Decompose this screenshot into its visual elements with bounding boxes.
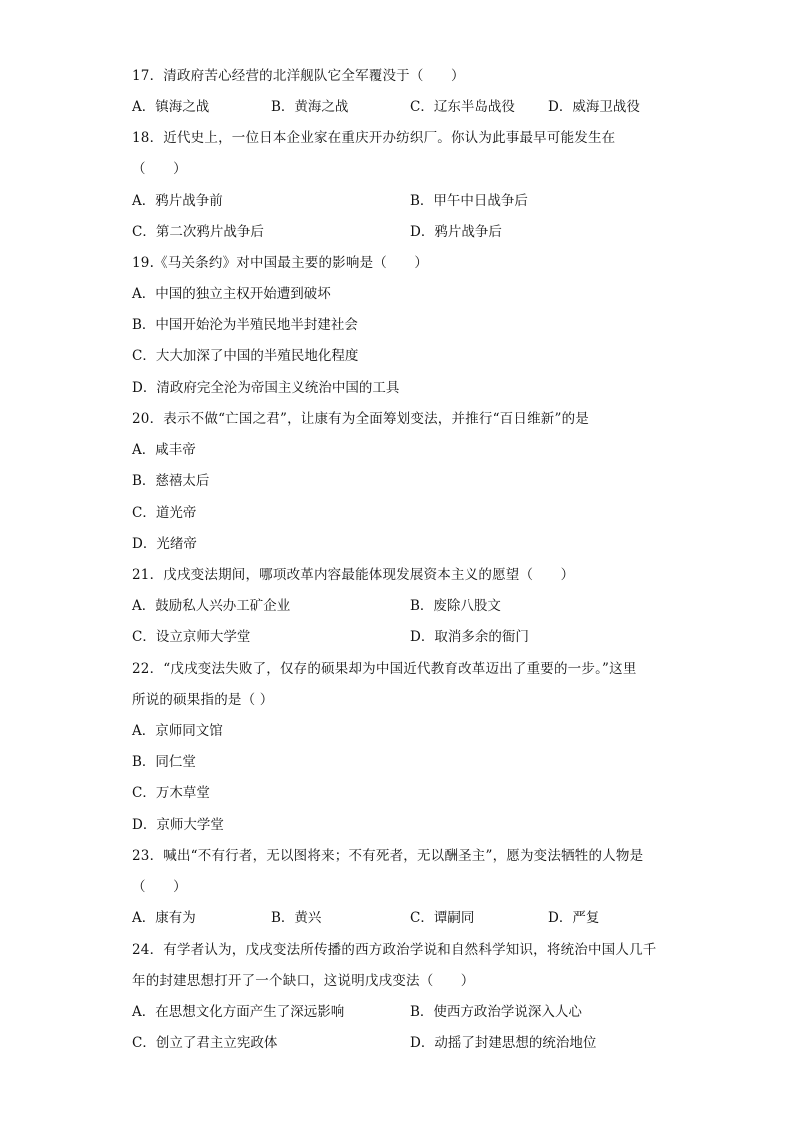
question-17-option-b: B．黄海之战 <box>271 99 349 115</box>
question-19-option-b: B．中国开始沦为半殖民地半封建社会 <box>132 317 358 333</box>
question-23-stem-cont: （ ） <box>132 879 187 895</box>
question-21-stem: 21．戊戌变法期间，哪项改革内容最能体现发展资本主义的愿望（ ） <box>132 567 575 583</box>
question-19-option-c: C．大大加深了中国的半殖民地化程度 <box>132 348 359 364</box>
question-24-option-a: A．在思想文化方面产生了深远影响 <box>132 1004 345 1020</box>
question-20-option-d: D．光绪帝 <box>132 536 197 552</box>
question-19-option-d: D．清政府完全沦为帝国主义统治中国的工具 <box>132 380 400 396</box>
question-24-option-c: C．创立了君主立宪政体 <box>132 1035 278 1051</box>
question-22-option-d: D．京师大学堂 <box>132 817 224 833</box>
question-19-option-a: A．中国的独立主权开始遭到破坏 <box>132 286 331 302</box>
question-23-stem: 23．喊出“不有行者，无以图将来；不有死者，无以酬圣主”，愿为变法牺牲的人物是 <box>132 848 644 864</box>
question-18-stem: 18．近代史上，一位日本企业家在重庆开办纺织厂。你认为此事最早可能发生在 <box>132 130 616 146</box>
question-18-stem-cont: （ ） <box>132 161 187 177</box>
question-22-option-c: C．万木草堂 <box>132 785 210 801</box>
question-18-option-c: C．第二次鸦片战争后 <box>132 224 264 240</box>
question-22-option-a: A．京师同文馆 <box>132 723 223 739</box>
question-24-option-b: B．使西方政治学说深入人心 <box>410 1004 582 1020</box>
question-22-stem: 22．“戊戌变法失败了，仅存的硕果却为中国近代教育改革迈出了重要的一步。”这里 <box>132 661 637 677</box>
question-21-option-c: C．设立京师大学堂 <box>132 629 251 645</box>
question-23-option-b: B．黄兴 <box>271 910 322 926</box>
question-23-option-d: D．严复 <box>548 910 600 926</box>
question-18-option-d: D．鸦片战争后 <box>410 224 502 240</box>
question-24-option-d: D．动摇了封建思想的统治地位 <box>410 1035 597 1051</box>
question-20-option-a: A．咸丰帝 <box>132 442 196 458</box>
question-20-stem: 20．表示不做“亡国之君”，让康有为全面筹划变法，并推行“百日维新”的是 <box>132 411 589 427</box>
question-17-option-a: A．镇海之战 <box>132 99 210 115</box>
question-17-stem: 17．清政府苦心经营的北洋舰队它全军覆没于（ ） <box>132 68 465 84</box>
question-21-option-b: B．废除八股文 <box>410 598 501 614</box>
question-18-option-b: B．甲午中日战争后 <box>410 193 528 209</box>
question-20-option-b: B．慈禧太后 <box>132 473 210 489</box>
question-18-option-a: A．鸦片战争前 <box>132 193 223 209</box>
question-23-option-c: C．谭嗣同 <box>410 910 475 926</box>
question-23-option-a: A．康有为 <box>132 910 196 926</box>
question-17-option-d: D．威海卫战役 <box>548 99 640 115</box>
question-24-stem-cont: 年的封建思想打开了一个缺口，这说明戊戌变法（ ） <box>132 973 475 989</box>
question-17-option-c: C．辽东半岛战役 <box>410 99 515 115</box>
question-21-option-a: A．鼓励私人兴办工矿企业 <box>132 598 291 614</box>
question-24-stem: 24．有学者认为，戊戌变法所传播的西方政治学说和自然科学知识，将统治中国人几千 <box>132 942 657 958</box>
question-22-option-b: B．同仁堂 <box>132 754 196 770</box>
question-20-option-c: C．道光帝 <box>132 505 197 521</box>
question-22-stem-cont: 所说的硕果指的是（ ） <box>132 692 274 708</box>
question-19-stem: 19.《马关条约》对中国最主要的影响是（ ） <box>132 255 429 271</box>
question-21-option-d: D．取消多余的衙门 <box>410 629 529 645</box>
